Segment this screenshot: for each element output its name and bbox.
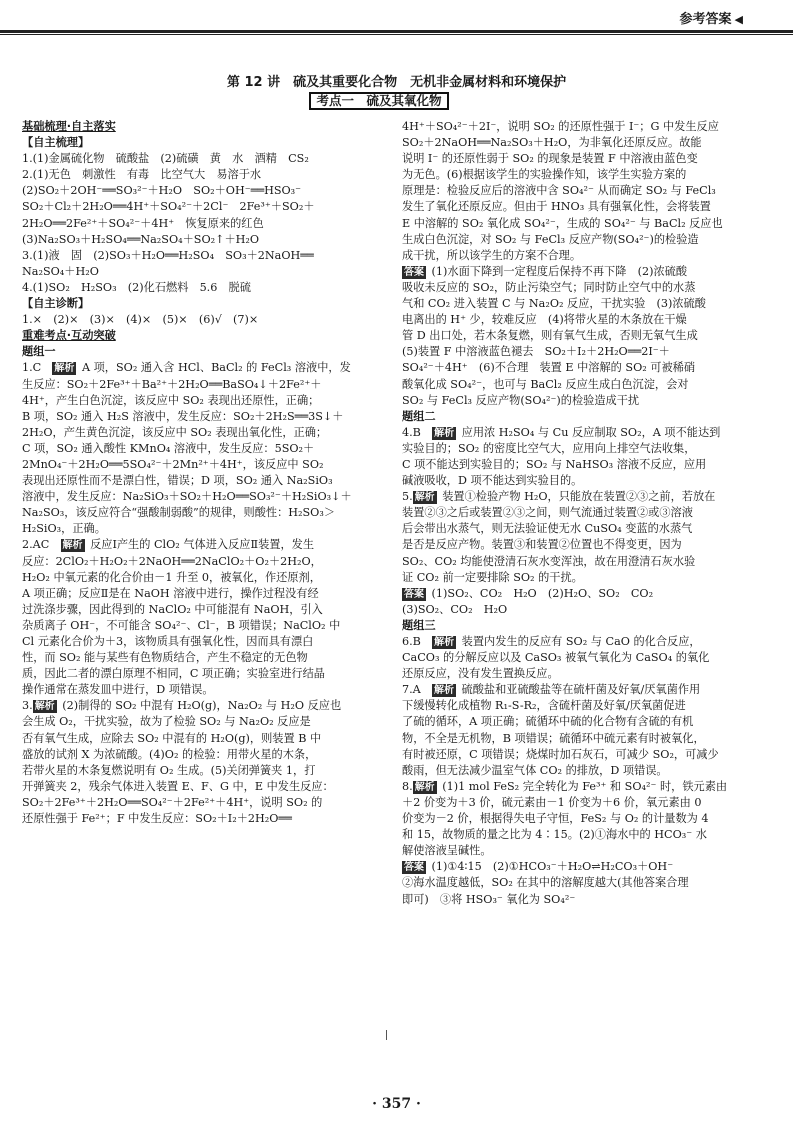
right-line: 成干扰，所以该学生的方案不合理。 [402, 248, 582, 262]
page-number: · 357 · [372, 1096, 421, 1112]
left-line: 重难考点·互动突破 [22, 329, 116, 343]
analysis-tag: 解析 [62, 540, 83, 552]
left-line: 否有氧气生成，应除去 SO₂ 中混有的 H₂O(g)，则装置 B 中 [22, 731, 322, 745]
left-line: 表现出还原性而不是漂白性，错误；D 项，SO₂ 通入 Na₂SiO₃ [22, 474, 333, 488]
left-line: B 项，SO₂ 通入 H₂S 溶液中，发生反应：SO₂＋2H₂S══3S↓＋ [22, 409, 344, 423]
left-line: SO₂＋2Fe³⁺＋2H₂O══SO₄²⁻＋2Fe²⁺＋4H⁺，说明 SO₂ 的 [22, 795, 323, 809]
right-line: 气和 CO₂ 进入装置 C 与 Na₂O₂ 反应，干扰实验 (3)浓硫酸 [402, 297, 706, 311]
answer-tag: 答案 [404, 266, 424, 278]
lecture-title: 第 12 讲 硫及其重要化合物 无机非金属材料和环境保护 [226, 75, 567, 90]
column-tick-mark [386, 1030, 387, 1040]
right-line: 物，不全是无机物，B 项错误；硫循环中硫元素有时被氧化， [402, 731, 705, 745]
analysis-tag: 解析 [54, 363, 75, 375]
triangle-icon: ◀ [734, 13, 743, 26]
right-line: 生成白色沉淀，对 SO₂ 与 FeCl₃ 反应产物(SO₄²⁻)的检验造 [402, 232, 699, 246]
right-line: 答案 (1)①4∶15 (2)①HCO₃⁻＋H₂O⇌H₂CO₃＋OH⁻ [404, 860, 674, 874]
right-line: 4H⁺＋SO₄²⁻＋2I⁻，说明 SO₂ 的还原性强于 I⁻；G 中发生反应 [402, 120, 719, 133]
right-line: 说明 I⁻ 的还原性弱于 SO₂ 的现象是装置 F 中溶液由蓝色变 [402, 152, 698, 166]
left-line: 3.(1)液 固 (2)SO₃＋H₂O══H₂SO₄ SO₃＋2NaOH══ [22, 248, 314, 262]
right-line: ＋2 价变为＋3 价，硫元素由－1 价变为＋6 价，氧元素由 0 [402, 795, 702, 809]
topic-box: 考点一 硫及其氧化物 [309, 92, 449, 110]
left-line: 生反应：SO₂＋2Fe³⁺＋Ba²⁺＋2H₂O══BaSO₄↓＋2Fe²⁺＋ [22, 377, 322, 391]
right-line: (5)装置 F 中溶液蓝色褪去 SO₂＋I₂＋2H₂O══2I⁻＋ [402, 345, 670, 359]
right-line: 即可) ③将 HSO₃⁻ 氧化为 SO₄²⁻ [402, 892, 576, 906]
right-line: 还原反应，没有发生置换反应。 [402, 667, 559, 681]
left-line: 杂质离子 OH⁻，不可能含 SO₄²⁻、Cl⁻，B 项错误；NaClO₂ 中 [22, 618, 341, 632]
right-line: 价变为－2 价，根据得失电子守恒，FeS₂ 与 O₂ 的计量数为 4 [402, 812, 709, 826]
right-line: 原理是：检验反应后的溶液中含 SO₄²⁻ 从而确定 SO₂ 与 FeCl₃ [402, 184, 716, 198]
right-line: SO₂、CO₂ 均能使澄清石灰水变浑浊，故在用澄清石灰水验 [402, 554, 696, 568]
left-line: 1.(1)金属硫化物 硫酸盐 (2)硫磺 黄 水 酒精 CS₂ [22, 152, 309, 166]
right-line: 8. 解析 (1)1 mol FeS₂ 完全转化为 Fe³⁺ 和 SO₄²⁻ 时，铁元素由 [402, 779, 728, 793]
left-line: 盛放的试剂 X 为浓硫酸。(4)O₂ 的检验：用带火星的木条， [22, 747, 317, 761]
left-line: 4H⁺，产生白色沉淀，该反应中 SO₂ 表现出还原性，正确； [22, 393, 320, 407]
header-rule [0, 30, 793, 35]
left-line: C 项，SO₂ 通入酸性 KMnO₄ 溶液中，发生反应：5SO₂＋ [22, 441, 315, 455]
right-line: 5. 解析 装置①检验产物 H₂O，只能放在装置②③之前，若放在 [402, 490, 716, 504]
right-line: SO₂ 与 FeCl₃ 反应产物(SO₄²⁻)的检验造成干扰 [402, 393, 640, 407]
left-line: 反应：2ClO₂＋H₂O₂＋2NaOH══2NaClO₂＋O₂＋2H₂O， [22, 554, 322, 568]
analysis-tag: 解析 [434, 427, 455, 439]
analysis-tag: 解析 [414, 492, 435, 504]
analysis-tag: 解析 [34, 701, 55, 713]
right-line: ②海水温度越低，SO₂ 在其中的溶解度越大(其他答案合理 [402, 876, 689, 890]
right-line: 有时被还原，C 项错误；烧煤时加石灰石，可减少 SO₂，可减少 [402, 747, 719, 761]
left-line: 1.C 解析 A 项，SO₂ 通入含 HCl、BaCl₂ 的 FeCl₃ 溶液中，发 [22, 361, 351, 375]
right-line: SO₂＋2NaOH══Na₂SO₃＋H₂O，为非氧化还原反应。故能 [402, 136, 702, 150]
left-line: (2)SO₂＋2OH⁻══SO₃²⁻＋H₂O SO₂＋OH⁻══HSO₃⁻ [22, 184, 302, 198]
right-line: 7.A 解析 硫酸盐和亚硫酸盐等在硫杆菌及好氧/厌氧菌作用 [402, 683, 701, 697]
right-line: 和 15，故物质的量之比为 4∶15。(2)①海水中的 HCO₃⁻ 水 [402, 828, 707, 842]
left-line: 还原性强于 Fe²⁺；F 中发生反应：SO₂＋I₂＋2H₂O══ [22, 812, 292, 826]
left-line: Na₂SO₄＋H₂O [22, 264, 99, 278]
right-line: 答案 (1)SO₂、CO₂ H₂O (2)H₂O、SO₂ CO₂ [404, 586, 654, 600]
right-line: 碱液吸收，D 项不能达到实验目的。 [402, 474, 583, 488]
right-line: 实验目的；SO₂ 的密度比空气大，应用向上排空气法收集， [402, 441, 696, 455]
right-line: 发生了氧化还原反应。但由于 HNO₃ 具有强氧化性，会将装置 [402, 200, 711, 214]
right-line: 了硫的循环，A 项正确；硫循环中硫的化合物有含硫的有机 [402, 715, 694, 729]
right-line: 吸收未反应的 SO₂，防止污染空气；同时防止空气中的水蒸 [402, 280, 696, 294]
left-line: 2H₂O，产生黄色沉淀，该反应中 SO₂ 表现出氧化性，正确； [22, 425, 328, 439]
left-line: 2MnO₄⁻＋2H₂O══5SO₄²⁻＋2Mn²⁺＋4H⁺，该反应中 SO₂ [22, 457, 324, 471]
left-line: 【自主诊断】 [22, 297, 90, 311]
left-line: 性，而 SO₂ 能与某些有色物质结合，产生不稳定的无色物 [22, 651, 308, 665]
left-line: Na₂SO₃，该反应符合“强酸制弱酸”的规律，则酸性：H₂SO₃＞ [22, 506, 336, 520]
right-line: 答案 (1)水面下降到一定程度后保持不再下降 (2)浓硫酸 [404, 264, 688, 278]
right-line: 为无色。(6)根据该学生的实验操作知，该学生实验方案的 [402, 168, 687, 182]
analysis-tag: 解析 [434, 637, 455, 648]
left-column [22, 119, 372, 827]
left-line: 2.AC 解析 反应Ⅰ产生的 ClO₂ 气体进入反应Ⅱ装置，发生 [22, 538, 315, 552]
right-column [402, 119, 774, 908]
right-line: 管 D 出口处，若木条复燃，则有氧气生成，否则无氧气生成 [402, 329, 698, 343]
left-line: 2H₂O══2Fe²⁺＋SO₄²⁻＋4H⁺ 恢复原来的红色 [22, 216, 264, 230]
right-line: 下缓慢转化成植物 R₁-S-R₂，含硫杆菌及好氧/厌氧菌促进 [402, 699, 686, 713]
right-line: 是否是反应产物。装置③和装置②位置也不得变更，因为 [402, 538, 682, 552]
answer-tag: 答案 [404, 862, 424, 874]
right-line: 装置②③之后或装置②③之间，则气流通过装置②或③溶液 [402, 506, 693, 520]
right-line: 证 CO₂ 前一定要排除 SO₂ 的干扰。 [402, 570, 583, 584]
right-line: 解使溶液呈碱性。 [402, 844, 492, 858]
left-line: 若带火星的木条复燃说明有 O₂ 生成。(5)关闭弹簧夹 1，打 [22, 763, 316, 777]
analysis-tag: 解析 [433, 685, 454, 697]
right-line: 题组二 [402, 409, 436, 423]
left-line: 4.(1)SO₂ H₂SO₃ (2)化石燃料 5.6 脱硫 [22, 280, 251, 294]
left-line: 3. 解析 (2)制得的 SO₂ 中混有 H₂O(g)，Na₂O₂ 与 H₂O 反应也 [22, 699, 342, 713]
left-line: 会生成 O₂，干扰实验，故为了检验 SO₂ 与 Na₂O₂ 反应是 [22, 715, 311, 729]
left-line: 操作通常在蒸发皿中进行，D 项错误。 [22, 683, 214, 697]
right-line: 酸氧化成 SO₄²⁻，也可与 BaCl₂ 反应生成白色沉淀，会对 [402, 377, 689, 391]
right-line: 后会带出水蒸气，则无法验证使无水 CuSO₄ 变蓝的水蒸气 [402, 522, 693, 536]
analysis-tag: 解析 [414, 781, 435, 793]
right-line: 4.B 解析 应用浓 H₂SO₄ 与 Cu 反应制取 SO₂，A 项不能达到 [402, 425, 721, 439]
answer-tag: 答案 [404, 588, 424, 600]
right-line: 酸雨，但无法减少温室气体 CO₂ 的排放，D 项错误。 [402, 763, 668, 777]
right-line: 题组三 [402, 618, 436, 632]
left-line: A 项正确；反应Ⅱ是在 NaOH 溶液中进行，操作过程没有经 [22, 586, 319, 600]
left-line: (3)Na₂SO₃＋H₂SO₄══Na₂SO₄＋SO₂↑＋H₂O [22, 232, 260, 246]
left-line: 1.× (2)× (3)× (4)× (5)× (6)√ (7)× [22, 313, 259, 327]
left-line: 溶液中，发生反应：Na₂SiO₃＋SO₂＋H₂O══SO₃²⁻＋H₂SiO₃↓＋ [22, 490, 352, 504]
left-line: 基础梳理·自主落实 [22, 120, 116, 133]
right-line: 6.B 解析 装置内发生的反应有 SO₂ 与 CaO 的化合反应， [402, 635, 701, 648]
running-header [680, 8, 743, 27]
right-line: E 中溶解的 SO₂ 氧化成 SO₄²⁻，生成的 SO₄²⁻ 与 BaCl₂ 反应也 [402, 216, 723, 230]
left-line: Cl 元素化合价为＋3，该物质具有强氧化性，因而具有漂白 [22, 635, 314, 648]
right-line: CaCO₃ 的分解反应以及 CaSO₃ 被氧气氧化为 CaSO₄ 的氧化 [402, 651, 710, 665]
right-line: SO₄²⁻＋4H⁺ (6)不合理 装置 E 中溶解的 SO₂ 可被稀硝 [402, 361, 696, 375]
left-line: H₂SiO₃，正确。 [22, 522, 106, 536]
right-line: (3)SO₂、CO₂ H₂O [402, 602, 508, 616]
left-line: 过洗涤步骤，因此得到的 NaClO₂ 中可能混有 NaOH，引入 [22, 602, 323, 616]
left-line: 开弹簧夹 2，残余气体进入装置 E、F、G 中，E 中发生反应： [22, 779, 334, 793]
left-line: 质，因此二者的漂白原理不相同，C 项正确；实验室进行结晶 [22, 667, 325, 681]
right-line: 电离出的 H⁺ 少，较难反应 (4)将带火星的木条放在干燥 [402, 313, 687, 327]
left-line: SO₂＋Cl₂＋2H₂O══4H⁺＋SO₄²⁻＋2Cl⁻ 2Fe³⁺＋SO₂＋ [22, 200, 315, 214]
left-line: H₂O₂ 中氧元素的化合价由－1 升至 0，被氧化，作还原剂， [22, 570, 321, 584]
left-line: 2.(1)无色 刺激性 有毒 比空气大 易溶于水 [22, 168, 262, 182]
left-line: 题组一 [22, 345, 56, 359]
section-label: 参考答案 [679, 12, 732, 27]
right-line: C 项不能达到实验目的；SO₂ 与 NaHSO₃ 溶液不反应，应用 [402, 457, 707, 471]
left-line: 【自主梳理】 [22, 136, 90, 150]
